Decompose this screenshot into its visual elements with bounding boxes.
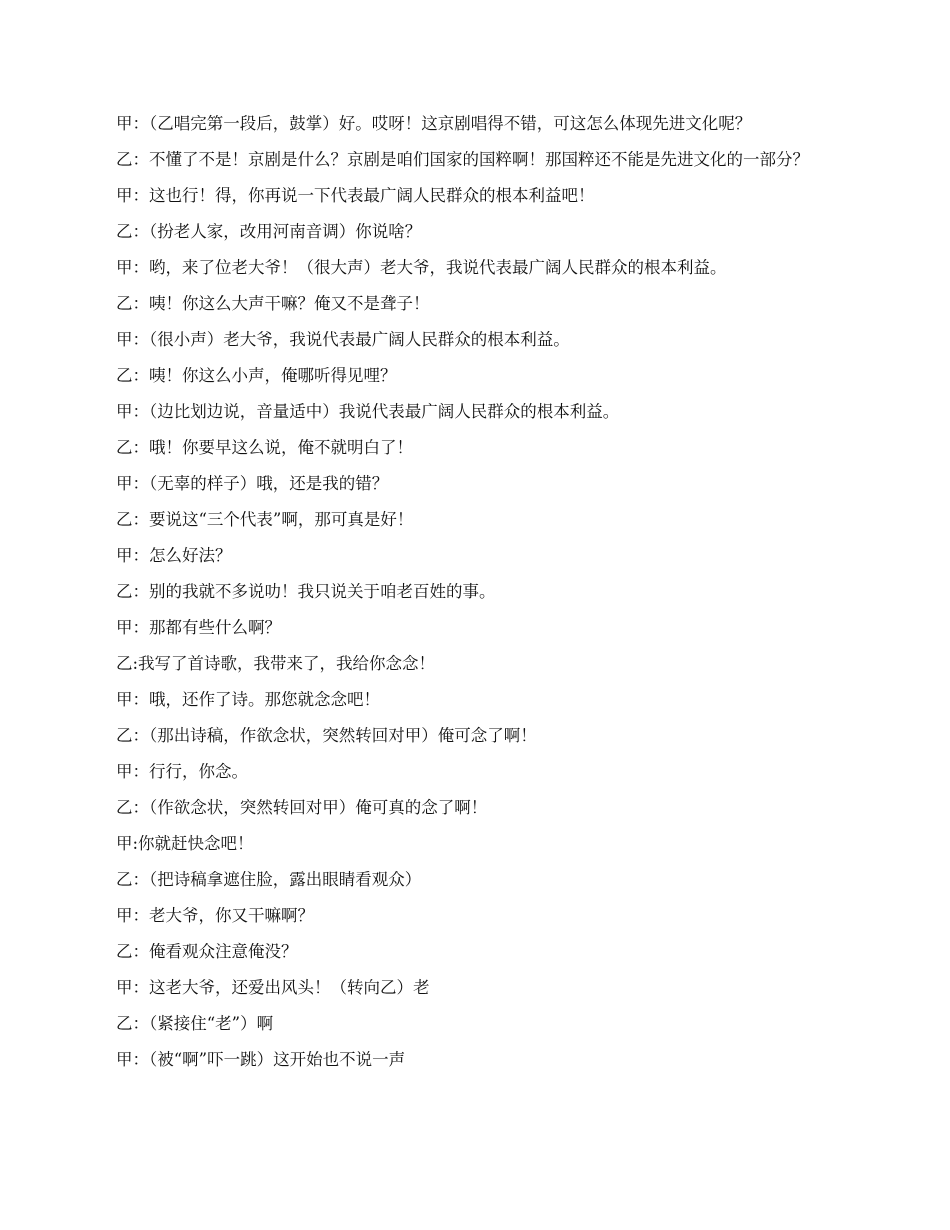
dialogue-line: 乙：（那出诗稿，作欲念状，突然转回对甲）俺可念了啊！ <box>116 726 537 745</box>
dialogue-line: 甲：怎么好法？ <box>116 546 232 565</box>
dialogue-line: 乙：别的我就不多说叻！我只说关于咱老百姓的事。 <box>116 582 496 601</box>
dialogue-line: 甲：（乙唱完第一段后，鼓掌）好。哎呀！这京剧唱得不错，可这怎么体现先进文化呢？ <box>116 114 752 133</box>
dialogue-line: 乙：要说这“三个代表”啊，那可真是好！ <box>116 510 414 529</box>
dialogue-line: 甲：这也行！得，你再说一下代表最广阔人民群众的根本利益吧！ <box>116 186 595 205</box>
dialogue-line: 甲：这老大爷，还爱出风头！（转向乙）老 <box>116 978 430 997</box>
dialogue-line: 甲：哟，来了位老大爷！（很大声）老大爷，我说代表最广阔人民群众的根本利益。 <box>116 258 727 277</box>
dialogue-line: 乙：俺看观众注意俺没？ <box>116 942 298 961</box>
dialogue-line: 甲：（被“啊”吓一跳）这开始也不说一声 <box>116 1050 406 1069</box>
dialogue-line: 乙：咦！你这么小声，俺哪听得见哩？ <box>116 366 397 385</box>
dialogue-line: 乙：（紧接住“老”）啊 <box>116 1014 274 1033</box>
dialogue-line: 甲：（无辜的样子）哦，还是我的错？ <box>116 474 389 493</box>
dialogue-line: 甲：哦，还作了诗。那您就念念吧！ <box>116 690 380 709</box>
dialogue-line: 乙：不懂了不是！京剧是什么？京剧是咱们国家的国粹啊！那国粹还不能是先进文化的一部分？ <box>116 150 809 169</box>
dialogue-line: 甲：（边比划边说，音量适中）我说代表最广阔人民群众的根本利益。 <box>116 402 620 421</box>
dialogue-line: 甲:你就赶快念吧！ <box>116 834 254 853</box>
dialogue-line: 乙:我写了首诗歌，我带来了，我给你念念！ <box>116 654 436 673</box>
dialogue-line: 乙：哦！你要早这么说，俺不就明白了！ <box>116 438 413 457</box>
dialogue-body <box>116 112 846 1084</box>
dialogue-line: 乙：（把诗稿拿遮住脸，露出眼睛看观众） <box>116 870 422 889</box>
dialogue-line: 甲：那都有些什么啊？ <box>116 618 281 637</box>
dialogue-line: 乙：（作欲念状，突然转回对甲）俺可真的念了啊！ <box>116 798 488 817</box>
dialogue-line: 乙：（扮老人家，改用河南音调）你说啥？ <box>116 222 422 241</box>
dialogue-line: 乙：咦！你这么大声干嘛？俺又不是聋子！ <box>116 294 430 313</box>
dialogue-line: 甲：行行，你念。 <box>116 762 248 781</box>
dialogue-line: 甲：老大爷，你又干嘛啊？ <box>116 906 314 925</box>
dialogue-line: 甲：（很小声）老大爷，我说代表最广阔人民群众的根本利益。 <box>116 330 570 349</box>
